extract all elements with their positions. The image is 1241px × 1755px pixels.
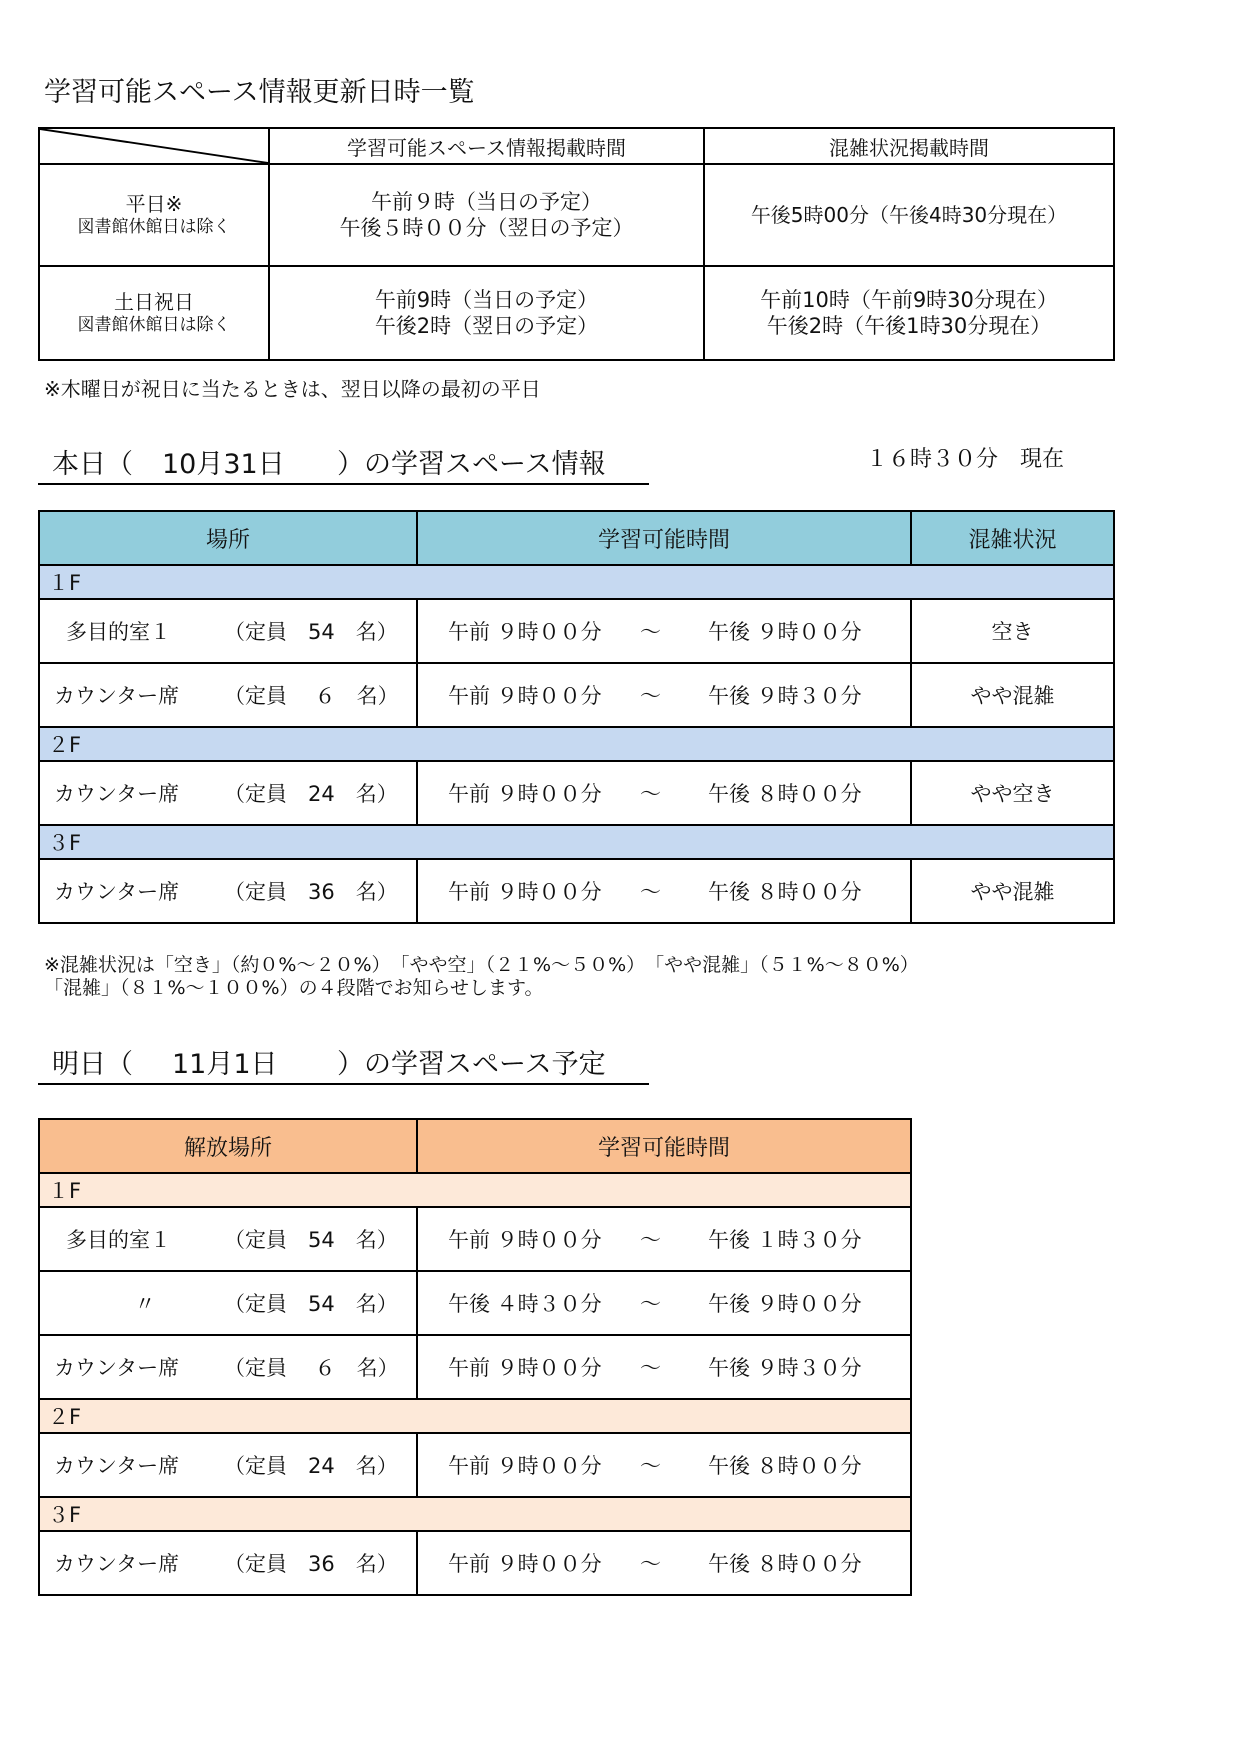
weekday-label-cell [39, 164, 269, 266]
time-to: 午後 ９時００分 [708, 1292, 862, 1316]
time-from: 午前 ９時００分 [448, 880, 602, 904]
time-to: 午後 ８時００分 [708, 1552, 862, 1576]
holiday-post-cell [269, 266, 704, 360]
floor-label: ２F [39, 1399, 911, 1433]
time-from: 午前 ９時００分 [448, 620, 602, 644]
place-name: 〃 [134, 1292, 156, 1316]
today-prefix: 本日（ [52, 449, 133, 480]
floor-row [39, 1497, 911, 1531]
place-cell [39, 1531, 417, 1595]
status-cell: やや空き [911, 761, 1114, 825]
floor-row [39, 825, 1114, 859]
table-row [39, 663, 1114, 727]
holiday-label-cell [39, 266, 269, 360]
floor-label: ２F [39, 727, 1114, 761]
time-tilde: ～ [640, 1292, 661, 1316]
time-cell [417, 1335, 911, 1399]
table-row [39, 1271, 911, 1335]
holiday-congestion-line: 午前10時（午前9時30分現在） [760, 288, 1058, 312]
weekday-row [39, 164, 1114, 266]
weekday-post-line: 午前９時（当日の予定） [371, 190, 602, 214]
place-name: カウンター席 [54, 782, 180, 806]
floor-row [39, 1399, 911, 1433]
time-cell [417, 663, 911, 727]
table-row [39, 1531, 911, 1595]
place-cell [39, 1207, 417, 1271]
document-title: 学習可能スペース情報更新日時一覧 [44, 77, 475, 108]
place-name: カウンター席 [54, 880, 180, 904]
status-cell: やや混雑 [911, 859, 1114, 923]
place-cell [39, 1335, 417, 1399]
congestion-note-line2: 「混雑」（８１%～１００%）の４段階でお知らせします。 [44, 977, 544, 999]
time-from: 午後 ４時３０分 [448, 1292, 602, 1316]
time-from: 午前 ９時００分 [448, 1454, 602, 1478]
time-tilde: ～ [640, 1552, 661, 1576]
place-name: 多目的室１ [66, 620, 171, 644]
time-from: 午前 ９時００分 [448, 1228, 602, 1252]
table-row [39, 1335, 911, 1399]
today-heading [52, 442, 652, 481]
tomorrow-suffix: ）の学習スペース予定 [337, 1049, 606, 1080]
weekday-congestion-cell [704, 164, 1114, 266]
place-name: カウンター席 [54, 684, 180, 708]
time-cell [417, 1271, 911, 1335]
time-tilde: ～ [640, 880, 661, 904]
header-place: 場所 [39, 511, 417, 565]
floor-label: ３F [39, 825, 1114, 859]
floor-label: １F [39, 565, 1114, 599]
update-schedule-table [38, 127, 1115, 361]
time-tilde: ～ [640, 1356, 661, 1380]
time-cell [417, 1433, 911, 1497]
today-as-of-time: １６時３０分 現在 [866, 447, 1065, 472]
capacity: （定員 54 名） [224, 620, 398, 644]
holiday-label: 土日祝日 [114, 290, 194, 314]
table-row [39, 859, 1114, 923]
status-cell: やや混雑 [911, 663, 1114, 727]
header-congestion: 混雑状況 [911, 511, 1114, 565]
place-name: カウンター席 [54, 1454, 180, 1478]
time-tilde: ～ [640, 684, 661, 708]
time-to: 午後 ９時００分 [708, 620, 862, 644]
time-from: 午前 ９時００分 [448, 782, 602, 806]
place-cell [39, 1433, 417, 1497]
time-cell [417, 859, 911, 923]
weekday-post-line: 午後５時００分（翌日の予定） [339, 216, 634, 240]
place-cell [39, 859, 417, 923]
today-suffix: ）の学習スペース情報 [337, 449, 606, 480]
capacity: （定員 54 名） [224, 1292, 398, 1316]
update-table-header [39, 128, 1114, 164]
time-to: 午後 ９時３０分 [708, 1356, 862, 1380]
header-study-time: 学習可能時間 [417, 1119, 911, 1173]
header-open-place: 解放場所 [39, 1119, 417, 1173]
congestion-note-line1: ※混雑状況は「空き」（約０%～２０%） 「やや空」（２１%～５０%） 「やや混雑」（５１%～８０%） [44, 954, 919, 976]
floor-row [39, 1173, 911, 1207]
capacity: （定員 24 名） [224, 1454, 398, 1478]
time-tilde: ～ [640, 1228, 661, 1252]
time-cell [417, 761, 911, 825]
place-name: カウンター席 [54, 1552, 180, 1576]
tomorrow-heading-underline [38, 1083, 649, 1085]
time-from: 午前 ９時００分 [448, 1552, 602, 1576]
weekday-label: 平日※ [125, 192, 183, 216]
capacity: （定員 ６ 名） [224, 1356, 399, 1380]
place-cell [39, 663, 417, 727]
holiday-post-line: 午後2時（翌日の予定） [374, 314, 599, 338]
table-row [39, 1433, 911, 1497]
time-tilde: ～ [640, 782, 661, 806]
today-table-header [39, 511, 1114, 565]
time-from: 午前 ９時００分 [448, 684, 602, 708]
time-from: 午前 ９時００分 [448, 1356, 602, 1380]
capacity: （定員 24 名） [224, 782, 398, 806]
weekday-post-cell [269, 164, 704, 266]
header-post-time: 学習可能スペース情報掲載時間 [269, 128, 704, 164]
weekday-congestion-line: 午後5時00分（午後4時30分現在） [750, 203, 1068, 227]
tomorrow-table-header [39, 1119, 911, 1173]
holiday-congestion-line: 午後2時（午後1時30分現在） [766, 314, 1052, 338]
holiday-row [39, 266, 1114, 360]
time-to: 午後 ８時００分 [708, 1454, 862, 1478]
place-cell [39, 761, 417, 825]
header-study-time: 学習可能時間 [417, 511, 911, 565]
time-tilde: ～ [640, 1454, 661, 1478]
header-congestion-time: 混雑状況掲載時間 [704, 128, 1114, 164]
today-spaces-table [38, 510, 1115, 924]
time-to: 午後 ９時３０分 [708, 684, 862, 708]
time-cell [417, 1531, 911, 1595]
time-cell [417, 599, 911, 663]
capacity: （定員 54 名） [224, 1228, 398, 1252]
place-name: 多目的室１ [66, 1228, 171, 1252]
time-tilde: ～ [640, 620, 661, 644]
table-row [39, 599, 1114, 663]
capacity: （定員 36 名） [224, 880, 398, 904]
floor-label: １F [39, 1173, 911, 1207]
today-heading-underline [38, 483, 649, 485]
status-cell: 空き [911, 599, 1114, 663]
place-cell [39, 599, 417, 663]
time-to: 午後 ８時００分 [708, 782, 862, 806]
time-cell [417, 1207, 911, 1271]
table-row [39, 761, 1114, 825]
holiday-sublabel: 図書館休館日は除く [77, 315, 231, 335]
holiday-congestion-cell [704, 266, 1114, 360]
floor-label: ３F [39, 1497, 911, 1531]
tomorrow-spaces-table [38, 1118, 912, 1596]
capacity: （定員 ６ 名） [224, 684, 399, 708]
time-to: 午後 ８時００分 [708, 880, 862, 904]
tomorrow-date: 11月1日 [172, 1049, 278, 1080]
weekday-sublabel: 図書館休館日は除く [77, 217, 231, 237]
holiday-post-line: 午前9時（当日の予定） [374, 288, 599, 312]
table-row [39, 1207, 911, 1271]
capacity: （定員 36 名） [224, 1552, 398, 1576]
place-name: カウンター席 [54, 1356, 180, 1380]
holiday-note: ※木曜日が祝日に当たるときは、翌日以降の最初の平日 [44, 377, 541, 401]
floor-row [39, 565, 1114, 599]
time-to: 午後 １時３０分 [708, 1228, 862, 1252]
today-date: 10月31日 [162, 449, 285, 480]
tomorrow-heading [52, 1042, 652, 1081]
diagonal-corner-cell [39, 128, 269, 164]
floor-row [39, 727, 1114, 761]
tomorrow-prefix: 明日（ [52, 1049, 133, 1080]
place-cell [39, 1271, 417, 1335]
